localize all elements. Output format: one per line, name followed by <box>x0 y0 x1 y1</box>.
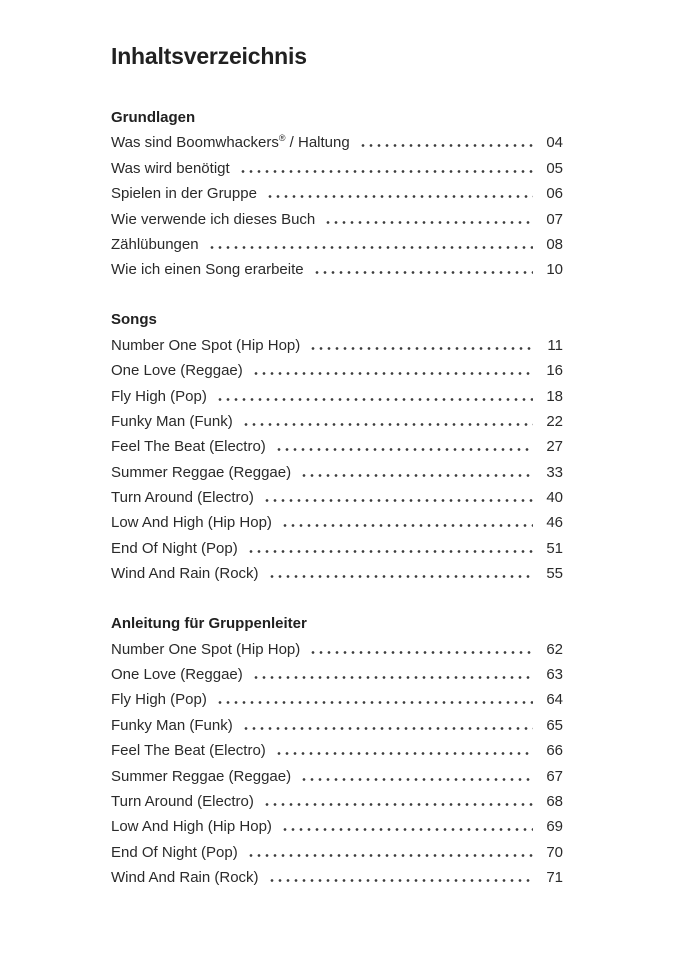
entry-label: One Love (Reggae) <box>111 362 243 380</box>
entry-page-number: 22 <box>546 412 563 430</box>
section-heading: Anleitung für Gruppenleiter <box>111 615 307 633</box>
entry-label: Funky Man (Funk) <box>111 412 233 430</box>
entry-label: Wie ich einen Song erarbeite <box>111 261 304 279</box>
section-songs <box>111 310 563 584</box>
section-entries <box>111 128 563 280</box>
dot-leader <box>247 854 533 857</box>
section-heading: Songs <box>111 311 157 329</box>
entry-page-number: 16 <box>546 362 563 380</box>
toc-entry <box>111 533 563 558</box>
dot-leader <box>309 651 533 654</box>
entry-page-number: 11 <box>547 336 563 354</box>
dot-leader <box>300 778 533 781</box>
entry-page-number: 18 <box>546 387 563 405</box>
entry-label: Wind And Rain (Rock) <box>111 565 259 583</box>
toc-entry <box>111 179 563 204</box>
entry-page-number: 70 <box>546 843 563 861</box>
dot-leader <box>263 499 533 502</box>
toc-entry <box>111 710 563 735</box>
entry-label: Funky Man (Funk) <box>111 716 233 734</box>
dot-leader <box>275 448 533 451</box>
toc-entry <box>111 153 563 178</box>
entry-label: Was wird benötigt <box>111 159 230 177</box>
entry-page-number: 68 <box>546 792 563 810</box>
entry-label: One Love (Reggae) <box>111 666 243 684</box>
entry-label: Low And High (Hip Hop) <box>111 818 272 836</box>
entry-label: End Of Night (Pop) <box>111 539 238 557</box>
entry-page-number: 33 <box>546 463 563 481</box>
dot-leader <box>208 246 533 249</box>
toc-entry <box>111 204 563 229</box>
toc-entry <box>111 634 563 659</box>
entry-page-number: 63 <box>546 666 563 684</box>
toc-entry <box>111 685 563 710</box>
toc-entry <box>111 761 563 786</box>
entry-page-number: 46 <box>546 514 563 532</box>
entry-page-number: 27 <box>546 438 563 456</box>
entry-label: Feel The Beat (Electro) <box>111 438 266 456</box>
entry-page-number: 40 <box>546 489 563 507</box>
dot-leader <box>252 372 533 375</box>
entry-label: Turn Around (Electro) <box>111 489 254 507</box>
entry-page-number: 55 <box>546 565 563 583</box>
entry-label: Fly High (Pop) <box>111 387 207 405</box>
toc-entry <box>111 483 563 508</box>
dot-leader <box>242 727 533 730</box>
dot-leader <box>216 398 533 401</box>
dot-leader <box>359 144 533 147</box>
entry-page-number: 05 <box>546 159 563 177</box>
entry-label: Number One Spot (Hip Hop) <box>111 640 301 658</box>
section-entries <box>111 330 563 584</box>
toc-entry <box>111 255 563 280</box>
section-entries <box>111 634 563 888</box>
entry-label: Zählübungen <box>111 235 199 253</box>
toc-entry <box>111 457 563 482</box>
entry-label: Low And High (Hip Hop) <box>111 514 272 532</box>
dot-leader <box>216 701 533 704</box>
entry-page-number: 65 <box>546 716 563 734</box>
dot-leader <box>247 550 533 553</box>
dot-leader <box>252 676 533 679</box>
entry-label: Spielen in der Gruppe <box>111 185 257 203</box>
toc-entry <box>111 128 563 153</box>
entry-page-number: 06 <box>546 185 563 203</box>
dot-leader <box>313 271 533 274</box>
entry-label: Summer Reggae (Reggae) <box>111 463 292 481</box>
entry-page-number: 08 <box>546 235 563 253</box>
dot-leader <box>281 524 533 527</box>
entry-label: Turn Around (Electro) <box>111 792 254 810</box>
entry-page-number: 04 <box>546 134 563 152</box>
dot-leader <box>309 347 533 350</box>
entry-page-number: 66 <box>546 742 563 760</box>
toc-entry <box>111 432 563 457</box>
toc-entry <box>111 863 563 888</box>
dot-leader <box>324 221 533 224</box>
dot-leader <box>300 474 533 477</box>
entry-label: Was sind Boomwhackers® / Haltung <box>111 133 350 152</box>
entry-page-number: 64 <box>546 691 563 709</box>
toc-entry <box>111 837 563 862</box>
entry-page-number: 62 <box>546 640 563 658</box>
entry-label: End Of Night (Pop) <box>111 843 238 861</box>
dot-leader <box>275 752 533 755</box>
toc-entry <box>111 559 563 584</box>
toc-entry <box>111 381 563 406</box>
entry-page-number: 71 <box>546 869 563 887</box>
section-grundlagen <box>111 108 563 280</box>
dot-leader <box>263 803 533 806</box>
toc-entry <box>111 736 563 761</box>
entry-label: Number One Spot (Hip Hop) <box>111 336 301 354</box>
toc-entry <box>111 660 563 685</box>
entry-page-number: 69 <box>546 818 563 836</box>
entry-label: Feel The Beat (Electro) <box>111 742 266 760</box>
entry-page-number: 67 <box>546 767 563 785</box>
dot-leader <box>268 879 533 882</box>
entry-page-number: 07 <box>546 210 563 228</box>
entry-label: Wind And Rain (Rock) <box>111 869 259 887</box>
dot-leader <box>266 195 533 198</box>
page-title: Inhaltsverzeichnis <box>111 43 307 69</box>
section-heading: Grundlagen <box>111 109 196 126</box>
dot-leader <box>268 575 533 578</box>
toc-entry <box>111 407 563 432</box>
toc-entry <box>111 812 563 837</box>
toc-entry <box>111 508 563 533</box>
toc-entry <box>111 330 563 355</box>
entry-label: Summer Reggae (Reggae) <box>111 767 292 785</box>
dot-leader <box>239 170 533 173</box>
entry-label: Fly High (Pop) <box>111 691 207 709</box>
toc-entry <box>111 230 563 255</box>
dot-leader <box>281 828 533 831</box>
section-anleitung <box>111 614 563 888</box>
dot-leader <box>242 423 533 426</box>
entry-label: Wie verwende ich dieses Buch <box>111 210 316 228</box>
entry-page-number: 51 <box>546 539 563 557</box>
toc-entry <box>111 356 563 381</box>
toc-entry <box>111 787 563 812</box>
entry-page-number: 10 <box>546 261 563 279</box>
